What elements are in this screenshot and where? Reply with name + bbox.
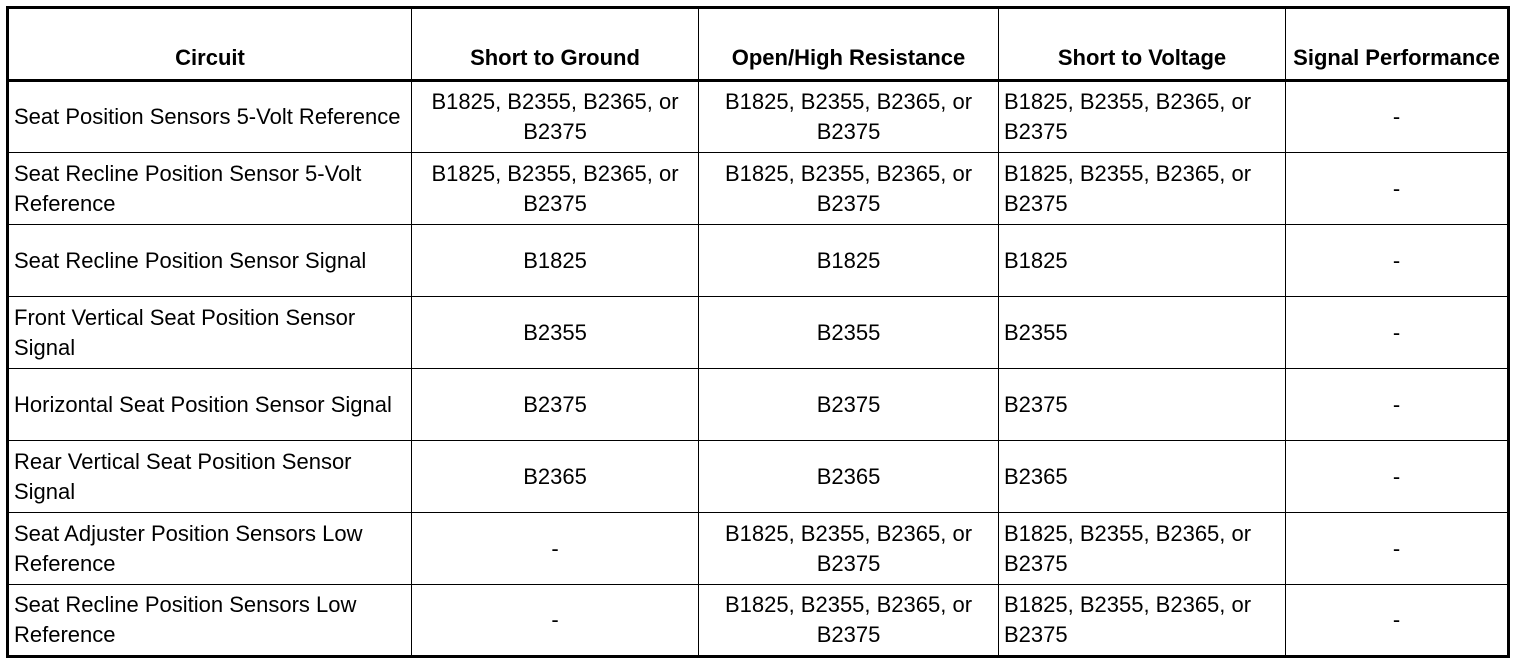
signal-performance-cell: -: [1286, 81, 1509, 153]
circuit-cell: Seat Recline Position Sensor Signal: [8, 225, 412, 297]
table-row: [8, 297, 1509, 369]
short-to-ground-cell: -: [412, 513, 699, 585]
short-to-ground-cell: B2375: [412, 369, 699, 441]
short-to-voltage-cell: B1825, B2355, B2365, or B2375: [999, 513, 1286, 585]
short-to-ground-cell: B1825, B2355, B2365, or B2375: [412, 81, 699, 153]
open-high-resistance-cell: B2355: [699, 297, 999, 369]
open-high-resistance-cell: B1825: [699, 225, 999, 297]
short-to-ground-cell: B1825, B2355, B2365, or B2375: [412, 153, 699, 225]
signal-performance-cell: -: [1286, 441, 1509, 513]
short-to-ground-cell: -: [412, 585, 699, 657]
signal-performance-cell: -: [1286, 585, 1509, 657]
circuit-diagnostics-table: [6, 6, 1510, 658]
short-to-ground-cell: B2355: [412, 297, 699, 369]
open-high-resistance-cell: B1825, B2355, B2365, or B2375: [699, 81, 999, 153]
signal-performance-cell: -: [1286, 225, 1509, 297]
header-open-high-resistance: Open/High Resistance: [699, 8, 999, 81]
circuit-cell: Seat Recline Position Sensors Low Reference: [8, 585, 412, 657]
short-to-voltage-cell: B2355: [999, 297, 1286, 369]
circuit-cell: Rear Vertical Seat Position Sensor Signal: [8, 441, 412, 513]
table-row: [8, 81, 1509, 153]
short-to-voltage-cell: B1825: [999, 225, 1286, 297]
header-short-to-voltage: Short to Voltage: [999, 8, 1286, 81]
table-row: [8, 585, 1509, 657]
open-high-resistance-cell: B1825, B2355, B2365, or B2375: [699, 153, 999, 225]
table-row: [8, 225, 1509, 297]
header-signal-performance: Signal Performance: [1286, 8, 1509, 81]
table-row: [8, 441, 1509, 513]
signal-performance-cell: -: [1286, 297, 1509, 369]
open-high-resistance-cell: B1825, B2355, B2365, or B2375: [699, 513, 999, 585]
circuit-cell: Horizontal Seat Position Sensor Signal: [8, 369, 412, 441]
open-high-resistance-cell: B2365: [699, 441, 999, 513]
open-high-resistance-cell: B2375: [699, 369, 999, 441]
short-to-ground-cell: B2365: [412, 441, 699, 513]
table-row: [8, 513, 1509, 585]
circuit-cell: Seat Recline Position Sensor 5-Volt Reference: [8, 153, 412, 225]
short-to-voltage-cell: B1825, B2355, B2365, or B2375: [999, 81, 1286, 153]
table-header-row: [8, 8, 1509, 81]
open-high-resistance-cell: B1825, B2355, B2365, or B2375: [699, 585, 999, 657]
header-short-to-ground: Short to Ground: [412, 8, 699, 81]
header-circuit: Circuit: [8, 8, 412, 81]
short-to-voltage-cell: B1825, B2355, B2365, or B2375: [999, 585, 1286, 657]
signal-performance-cell: -: [1286, 369, 1509, 441]
circuit-cell: Seat Adjuster Position Sensors Low Reference: [8, 513, 412, 585]
short-to-voltage-cell: B1825, B2355, B2365, or B2375: [999, 153, 1286, 225]
short-to-ground-cell: B1825: [412, 225, 699, 297]
circuit-cell: Seat Position Sensors 5-Volt Reference: [8, 81, 412, 153]
short-to-voltage-cell: B2365: [999, 441, 1286, 513]
short-to-voltage-cell: B2375: [999, 369, 1286, 441]
signal-performance-cell: -: [1286, 153, 1509, 225]
signal-performance-cell: -: [1286, 513, 1509, 585]
table-row: [8, 153, 1509, 225]
circuit-cell: Front Vertical Seat Position Sensor Signal: [8, 297, 412, 369]
table-row: [8, 369, 1509, 441]
